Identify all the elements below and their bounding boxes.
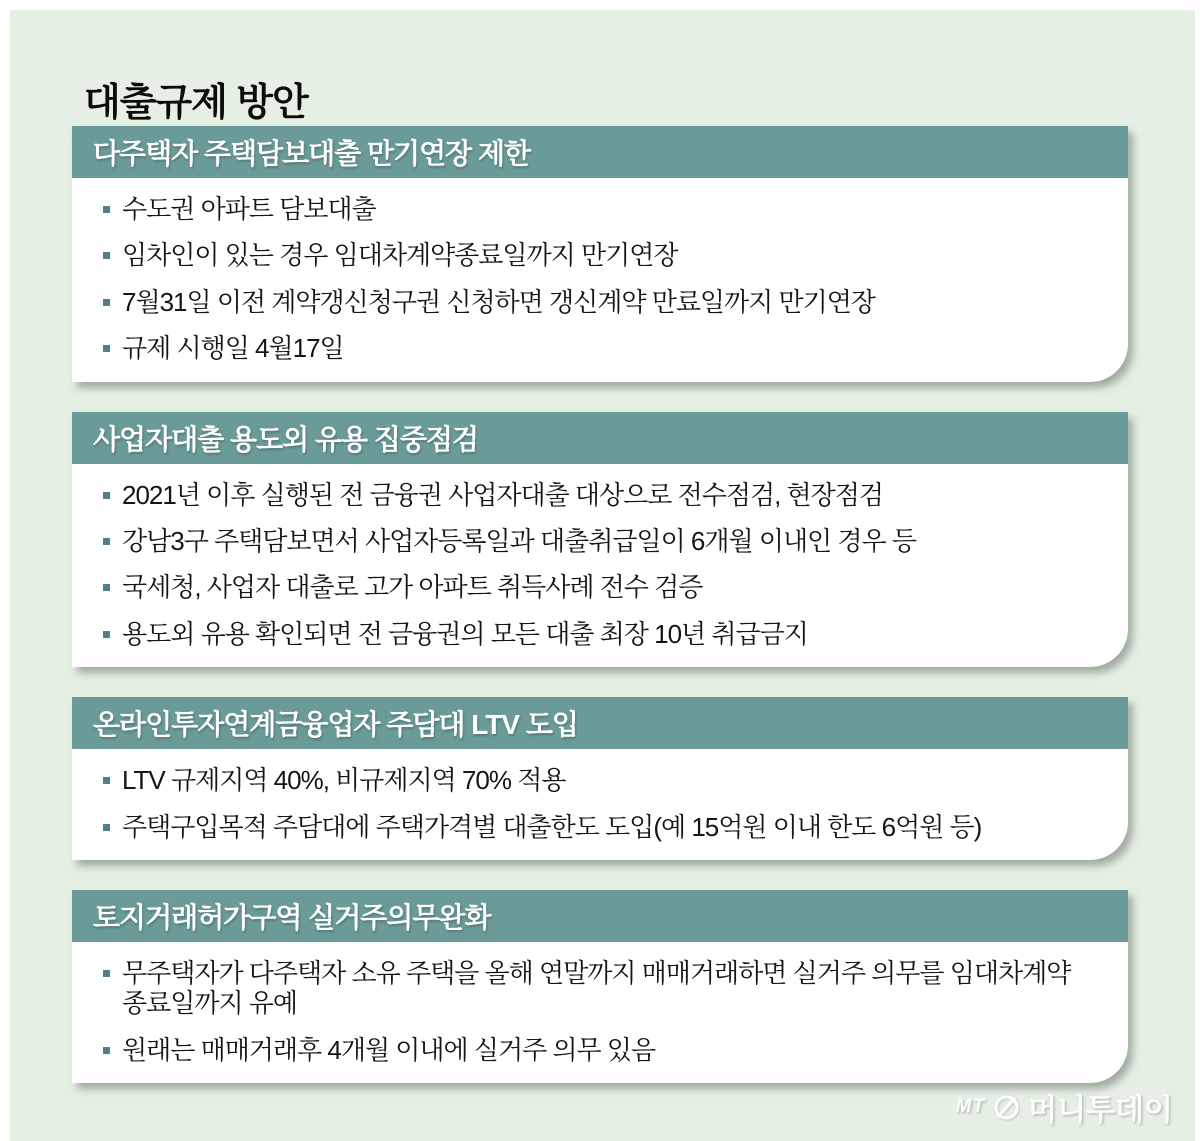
bullet-square-icon: [103, 492, 110, 499]
bullet-item: [72, 518, 1098, 564]
bullet-text: 주택구입목적 주담대에 주택가격별 대출한도 도입(예 15억원 이내 한도 6억원 등): [122, 811, 982, 842]
bullet-square-icon: [103, 970, 110, 977]
infographic-panel: [10, 10, 1195, 1141]
sections-container: [72, 126, 1128, 1113]
bullet-text: LTV 규제지역 40%, 비규제지역 70% 적용: [122, 765, 566, 796]
bullet-square-icon: [103, 299, 110, 306]
moneytoday-logo: [956, 1085, 1173, 1129]
page-title: 대출규제 방안: [84, 82, 308, 125]
bullet-text: 2021년 이후 실행된 전 금융권 사업자대출 대상으로 전수점검, 현장점검: [122, 479, 883, 510]
bullet-square-icon: [103, 345, 110, 352]
bullet-item: [72, 186, 1098, 232]
bullet-item: [72, 564, 1098, 610]
section-card: [72, 890, 1128, 1083]
slashed-circle-icon: [993, 1094, 1020, 1121]
logo-mt-text: MT: [955, 1096, 986, 1117]
bullet-text: 강남3구 주택담보면서 사업자등록일과 대출취급일이 6개월 이내인 경우 등: [122, 526, 916, 557]
bullet-text: 7월31일 이전 계약갱신청구권 신청하면 갱신계약 만료일까지 만기연장: [122, 286, 875, 317]
bullet-item: [72, 757, 1098, 803]
bullet-square-icon: [103, 206, 110, 213]
bullet-text: 국세청, 사업자 대출로 고가 아파트 취득사례 전수 검증: [122, 572, 703, 603]
section-body: [72, 942, 1128, 1083]
section-header: 온라인투자연계금융업자 주담대 LTV 도입: [72, 697, 1128, 749]
bullet-square-icon: [103, 777, 110, 784]
bullet-square-icon: [103, 584, 110, 591]
bullet-item: [72, 1027, 1098, 1073]
section-body: [72, 178, 1128, 382]
section-card: [72, 412, 1128, 668]
bullet-item: [72, 804, 1098, 850]
section-card: [72, 697, 1128, 860]
bullet-text: 무주택자가 다주택자 소유 주택을 올해 연말까지 매매거래하면 실거주 의무를 임대차계약 종료일까지 유예: [122, 958, 1071, 1019]
section-body: [72, 749, 1128, 860]
bullet-square-icon: [103, 1047, 110, 1054]
section-body: [72, 464, 1128, 668]
bullet-item: [72, 325, 1098, 371]
bullet-item: [72, 950, 1098, 1027]
section-header: 토지거래허가구역 실거주의무완화: [72, 890, 1128, 942]
logo-wordmark: 머니투데이: [1028, 1094, 1173, 1127]
bullet-item: [72, 472, 1098, 518]
bullet-text: 원래는 매매거래후 4개월 이내에 실거주 의무 있음: [122, 1034, 656, 1065]
bullet-square-icon: [103, 631, 110, 638]
bullet-square-icon: [103, 824, 110, 831]
bullet-text: 수도권 아파트 담보대출: [122, 194, 376, 224]
bullet-text: 용도외 유용 확인되면 전 금융권의 모든 대출 최장 10년 취급금지: [122, 618, 808, 649]
section-card: [72, 126, 1128, 382]
bullet-item: [72, 232, 1098, 278]
bullet-square-icon: [103, 538, 110, 545]
bullet-item: [72, 611, 1098, 657]
section-header: 다주택자 주택담보대출 만기연장 제한: [72, 126, 1128, 178]
section-header: 사업자대출 용도외 유용 집중점검: [72, 412, 1128, 464]
bullet-text: 임차인이 있는 경우 임대차계약종료일까지 만기연장: [122, 240, 678, 271]
bullet-text: 규제 시행일 4월17일: [122, 333, 344, 364]
bullet-square-icon: [103, 252, 110, 259]
bullet-item: [72, 279, 1098, 325]
